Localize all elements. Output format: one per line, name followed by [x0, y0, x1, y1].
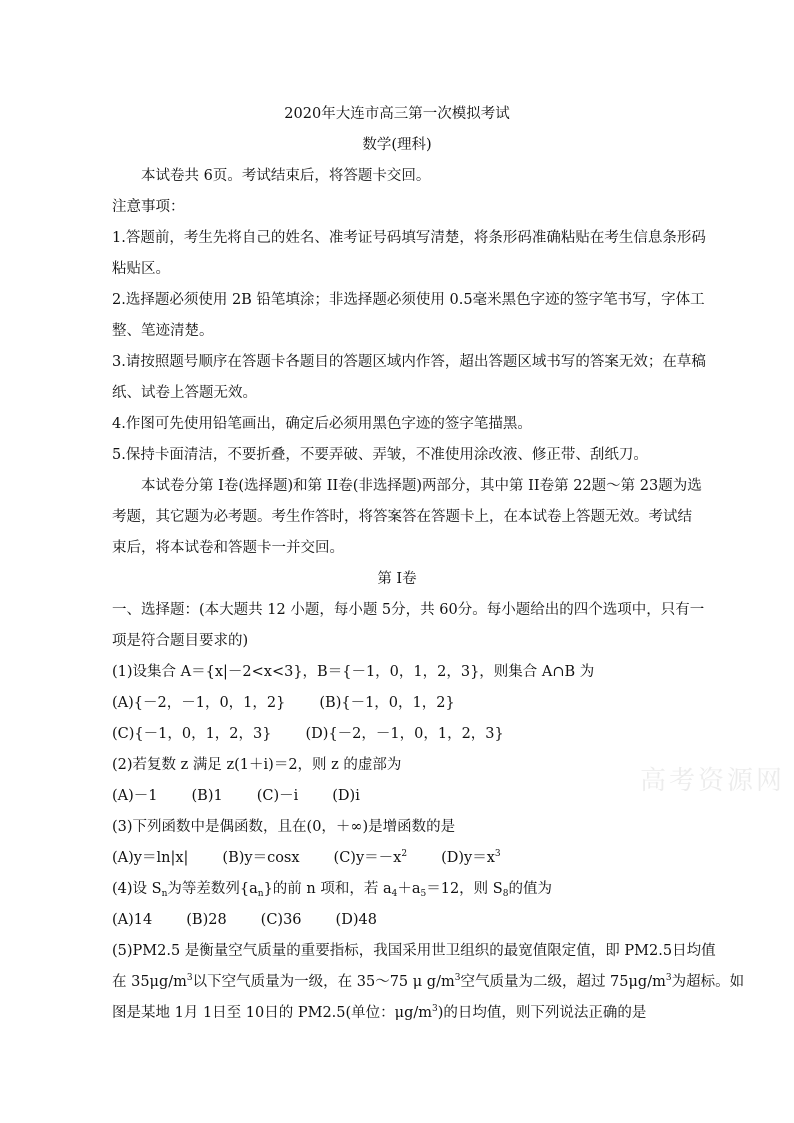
- section-title: 第 I卷: [377, 571, 417, 587]
- section-desc-line-2: 项是符合题目要求的): [112, 633, 249, 649]
- note-5: 5.保持卡面清洁，不要折叠，不要弄破、弄皱，不准使用涂改液、修正带、刮纸刀。: [112, 447, 648, 463]
- q4-option-a: (A)14: [112, 912, 153, 928]
- q1-options-row-1: [112, 693, 692, 713]
- q3-options: [112, 848, 692, 868]
- q3-option-c: $(C)y=-x^2$: [333, 849, 408, 866]
- q2-options: [112, 786, 692, 806]
- exam-subtitle: 数学(理科): [362, 137, 432, 153]
- q1-option-c: (C){－1，0，1，2，3}: [112, 726, 272, 742]
- notes-heading: 注意事项：: [112, 199, 185, 215]
- q1-option-a: (A){－2，－1，0，1，2}: [112, 695, 286, 711]
- q4-stem: (4)设 $S_n$为等差数列$\{a_n\}$的前 n 项和，若 $a_4+a_5=12$，则 $S_8$的值为: [112, 881, 552, 899]
- q2-option-c: (C)－i: [256, 788, 299, 804]
- note-3-line-2: 纸、试卷上答题无效。: [112, 385, 257, 401]
- watermark: 高考资源网: [640, 766, 786, 796]
- note-4: 4.作图可先使用铅笔画出，确定后必须用黑色字迹的签字笔描黑。: [112, 416, 532, 432]
- q1-option-b: (B){－1，0，1，2}: [319, 695, 455, 711]
- section-desc-line-1: 一、选择题：(本大题共 12 小题，每小题 5分，共 60分。每小题给出的四个选项中，只有一: [112, 602, 705, 618]
- note-2-line-2: 整、笔迹清楚。: [112, 323, 214, 339]
- q1-option-d: (D){－2，－1，0，1，2，3}: [305, 726, 504, 742]
- q4-option-d: (D)48: [335, 912, 377, 928]
- q5-stem-line-3: 图是某地 1月 1日至 10日的 PM2.5(单位：$\mu g/m^3$)的日均值，则下列说法正确的是: [112, 1004, 647, 1021]
- instructions-line-1: 本试卷分第 I卷(选择题)和第 II卷(非选择题)两部分，其中第 II卷第 22题～第 23题为选: [141, 478, 702, 494]
- q1-options-row-2: [112, 724, 692, 744]
- q3-option-b: (B)y＝cosx: [222, 850, 300, 866]
- note-1-line-1: 1.答题前，考生先将自己的姓名、准考证号码填写清楚，将条形码准确粘贴在考生信息条形码: [112, 230, 706, 246]
- note-3-line-1: 3.请按照题号顺序在答题卡各题目的答题区域内作答，超出答题区域书写的答案无效；在草稿: [112, 354, 706, 370]
- q1-stem: (1)设集合 A＝{x|－2<x<3}，B＝{－1，0，1，2，3}，则集合 A∩B 为: [112, 664, 595, 680]
- q4-option-b: (B)28: [186, 912, 227, 928]
- note-2-line-1: 2.选择题必须使用 2B 铅笔填涂；非选择题必须使用 0.5毫米黑色字迹的签字笔书写，字体工: [112, 292, 705, 308]
- q2-option-a: (A)－1: [112, 788, 158, 804]
- q5-stem-line-1: (5)PM2.5 是衡量空气质量的重要指标，我国采用世卫组织的最宽值限定值，即 PM2.5日均值: [112, 943, 716, 959]
- q3-stem: (3)下列函数中是偶函数，且在(0，＋∞)是增函数的是: [112, 819, 456, 835]
- q3-option-a: (A)y＝ln|x|: [112, 850, 189, 866]
- q4-option-c: (C)36: [260, 912, 302, 928]
- q2-option-d: (D)i: [332, 788, 360, 804]
- q2-stem: (2)若复数 z 满足 z(1＋i)＝2，则 z 的虚部为: [112, 757, 402, 773]
- q4-options: [112, 910, 692, 930]
- q5-stem-line-2: 在 $35\mu g/m^3$以下空气质量为一级，在 35～75 μ $g/m^3$空气质量为二级，超过 $75\mu g/m^3$为超标。如: [112, 973, 745, 990]
- exam-intro: 本试卷共 6页。考试结束后，将答题卡交回。: [141, 168, 431, 184]
- instructions-line-3: 束后，将本试卷和答题卡一并交回。: [112, 540, 344, 556]
- note-1-line-2: 粘贴区。: [112, 261, 170, 277]
- instructions-line-2: 考题，其它题为必考题。考生作答时，将答案答在答题卡上，在本试卷上答题无效。考试结: [112, 509, 692, 525]
- q3-option-d: $(D)y=x^3$: [441, 849, 501, 866]
- q2-option-b: (B)1: [191, 788, 223, 804]
- exam-title: 2020年大连市高三第一次模拟考试: [284, 106, 510, 122]
